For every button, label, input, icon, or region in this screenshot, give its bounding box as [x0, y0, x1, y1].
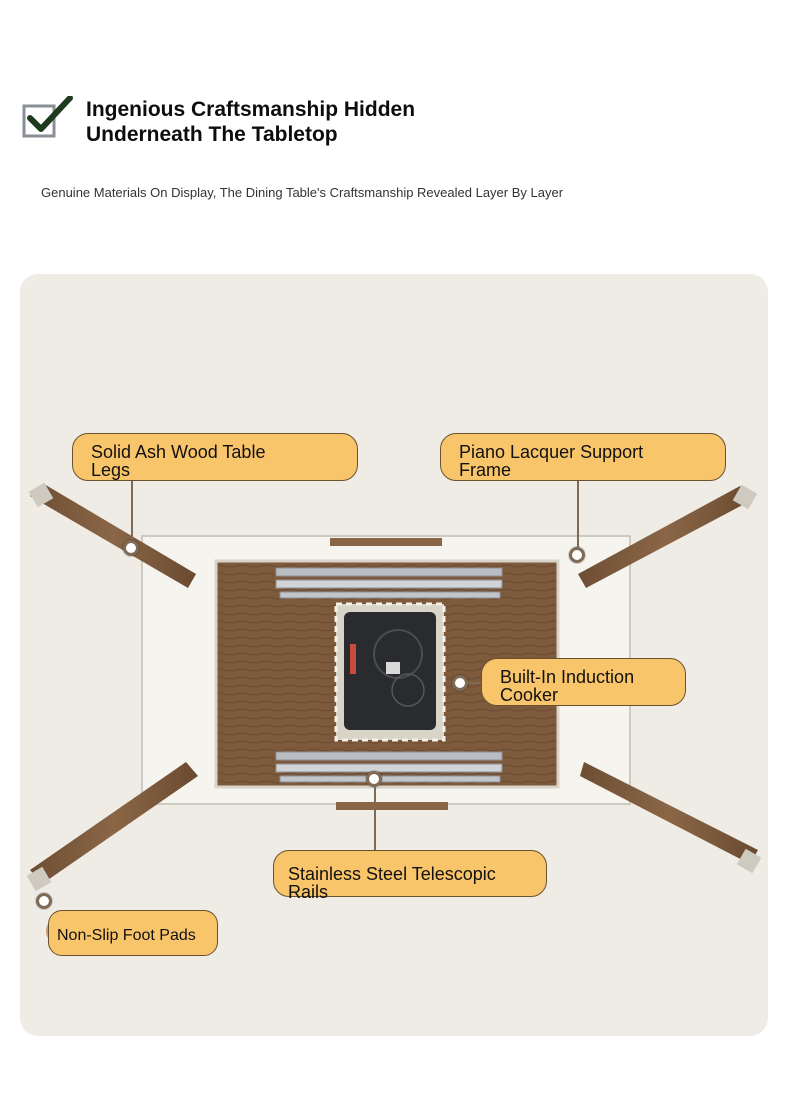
- induction-marker: [452, 675, 468, 691]
- legs-leader-line: [131, 481, 133, 539]
- callout-induction-cooker: [481, 658, 686, 706]
- title-line-2: Underneath The Tabletop: [86, 123, 338, 146]
- legs-marker: [123, 540, 139, 556]
- induction-leader-line: [468, 682, 482, 684]
- callout-induction-cooker-line-2: Cooker: [500, 685, 559, 705]
- rails-marker: [366, 771, 382, 787]
- page-title: [86, 97, 506, 147]
- callout-support-frame-line-1: Piano Lacquer Support: [459, 442, 644, 462]
- callout-support-frame: [440, 433, 726, 481]
- page-subtitle: Genuine Materials On Display, The Dining Table's Craftsmanship Revealed Layer By Layer: [41, 185, 564, 200]
- callout-induction-cooker-line-1: Built-In Induction: [500, 667, 635, 687]
- callout-foot-pads-text: Non-Slip Foot Pads: [57, 927, 196, 944]
- callout-telescopic-rails-text: Stainless Steel Telescopic Rails: [288, 864, 496, 902]
- callout-table-legs: [72, 433, 358, 481]
- rails-leader-line: [374, 787, 376, 850]
- pads-marker: [36, 893, 52, 909]
- checkbox-check-icon: [22, 96, 74, 140]
- induction-cooker: [336, 604, 444, 740]
- callout-support-frame-line-2: Frame: [459, 460, 512, 480]
- callout-telescopic-rails: [273, 850, 547, 902]
- frame-leader-line: [577, 481, 579, 547]
- title-line-1: Ingenious Craftsmanship Hidden: [86, 98, 416, 121]
- frame-marker: [569, 547, 585, 563]
- product-illustration-panel: [20, 274, 768, 1036]
- callout-table-legs-line-2: Legs: [91, 460, 131, 480]
- callout-foot-pads: [48, 910, 218, 956]
- callout-table-legs-line-1: Solid Ash Wood Table: [91, 442, 266, 462]
